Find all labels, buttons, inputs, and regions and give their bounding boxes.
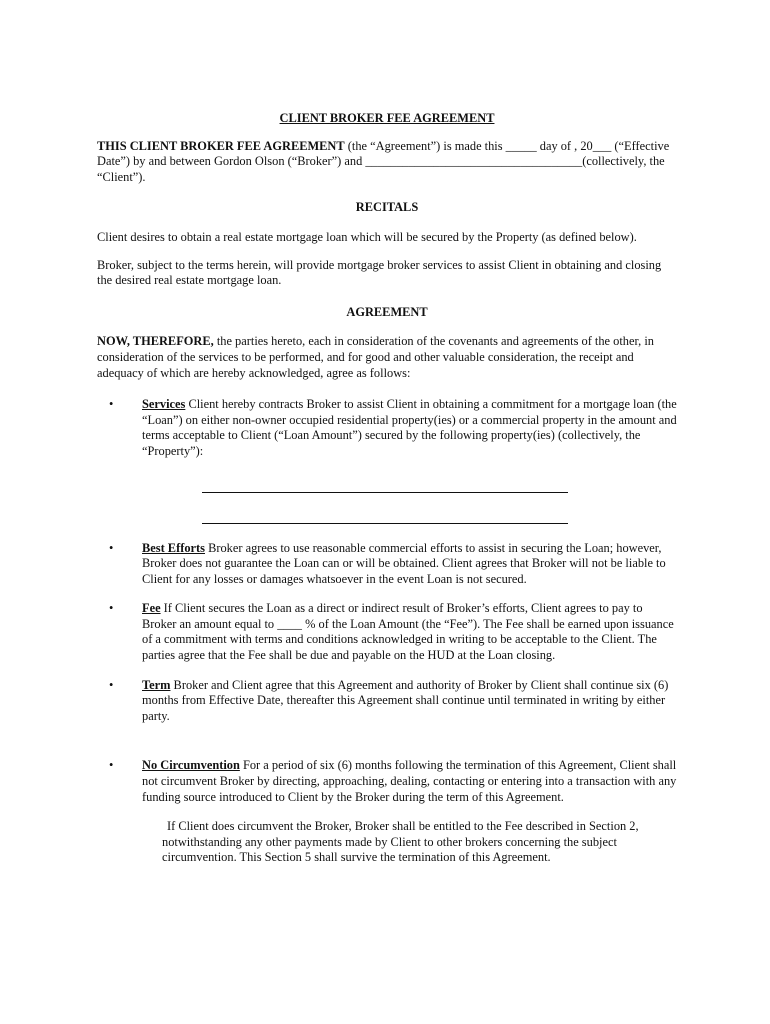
section-heading-best-efforts: Best Efforts — [142, 540, 205, 555]
intro-paragraph — [97, 139, 677, 186]
section-no-circumvention — [97, 758, 677, 805]
agreement-lead: NOW, THEREFORE, — [97, 334, 214, 349]
section-text-no-circumvention: For a period of six (6) months following the termination of this Agreement, Client shall not circumvent Broker by directing, approaching, dealing, contacting or entering into a transaction with any funding source introduced to Client by the Broker during the term of this Agreement. — [142, 758, 677, 804]
recitals-heading: RECITALS — [355, 200, 419, 215]
bullet: • — [109, 540, 114, 555]
document-title: CLIENT BROKER FEE AGREEMENT — [279, 111, 495, 125]
section-text-best-efforts: Broker agrees to use reasonable commercial efforts to assist in securing the Loan; however, Broker does not guarantee the Loan can or will be obtained. Client agrees that Broker will not be liable to Client for any losses or damages whatsoever in the event Loan is not secured. — [142, 540, 666, 586]
sections-list — [97, 397, 677, 805]
section-services — [97, 397, 677, 523]
recital-paragraph-2: Broker, subject to the terms herein, will provide mortgage broker services to assist Client in obtaining and closing the desired real estate mortgage loan. — [97, 257, 662, 288]
section-term — [97, 678, 677, 725]
bullet: • — [109, 758, 114, 773]
bullet: • — [109, 397, 114, 412]
circumvention-followup-paragraph: If Client does circumvent the Broker, Broker shall be entitled to the Fee described in Section 2, notwithstanding any other payments made by Client to other brokers concerning the subject circumvention. This Section 5 shall survive the termination of this Agreement. — [162, 819, 639, 865]
agreement-text: the parties hereto, each in consideration of the covenants and agreements of the other, in consideration of the services to be performed, and for good and other valuable consideration, the receipt and adequacy of which are hereby acknowledged, agree as follows: — [97, 334, 654, 380]
property-blank-line — [202, 479, 568, 493]
property-blank-lines — [142, 479, 677, 524]
section-text-term: Broker and Client agree that this Agreement and authority of Broker by Client shall continue six (6) months from Effective Date, thereafter this Agreement shall continue until terminated in writing by either party. — [142, 677, 669, 723]
section-heading-fee: Fee — [142, 601, 161, 616]
section-text-services: Client hereby contracts Broker to assist Client in obtaining a commitment for a mortgage loan (the “Loan”) on either non-owner occupied residential property(ies) or a commercial property in the amount and terms acceptable to Client (“Loan Amount”) secured by the following property(ies) (collectively, the “Property”): — [142, 397, 677, 458]
agreement-paragraph — [97, 334, 677, 381]
recital-paragraph-1: Client desires to obtain a real estate mortgage loan which will be secured by the Property (as defined below). — [97, 229, 637, 244]
intro-text: (the “Agreement”) is made this _____ day of , 20___ (“Effective Date”) by and between Gordon Olson (“Broker”) and ___________________________________(collectively, the “Client”). — [97, 138, 670, 184]
intro-lead: THIS CLIENT BROKER FEE AGREEMENT — [97, 138, 345, 153]
bullet: • — [109, 601, 114, 616]
section-heading-services: Services — [142, 397, 186, 412]
document-page — [97, 108, 677, 866]
property-blank-line — [202, 510, 568, 524]
bullet: • — [109, 677, 114, 692]
section-text-fee: If Client secures the Loan as a direct or indirect result of Broker’s efforts, Client agrees to pay to Broker an amount equal to ____ % of the Loan Amount (the “Fee”). The Fee shall be earned upon issuance of a commitment with terms and conditions acknowledged in writing to be acceptable to the Client. The parties agree that the Fee shall be due and payable on the HUD at the Loan closing. — [142, 601, 674, 663]
section-heading-no-circumvention: No Circumvention — [142, 758, 240, 773]
agreement-heading: AGREEMENT — [346, 304, 428, 319]
section-fee — [97, 601, 677, 663]
section-best-efforts — [97, 541, 677, 588]
section-heading-term: Term — [142, 677, 171, 692]
